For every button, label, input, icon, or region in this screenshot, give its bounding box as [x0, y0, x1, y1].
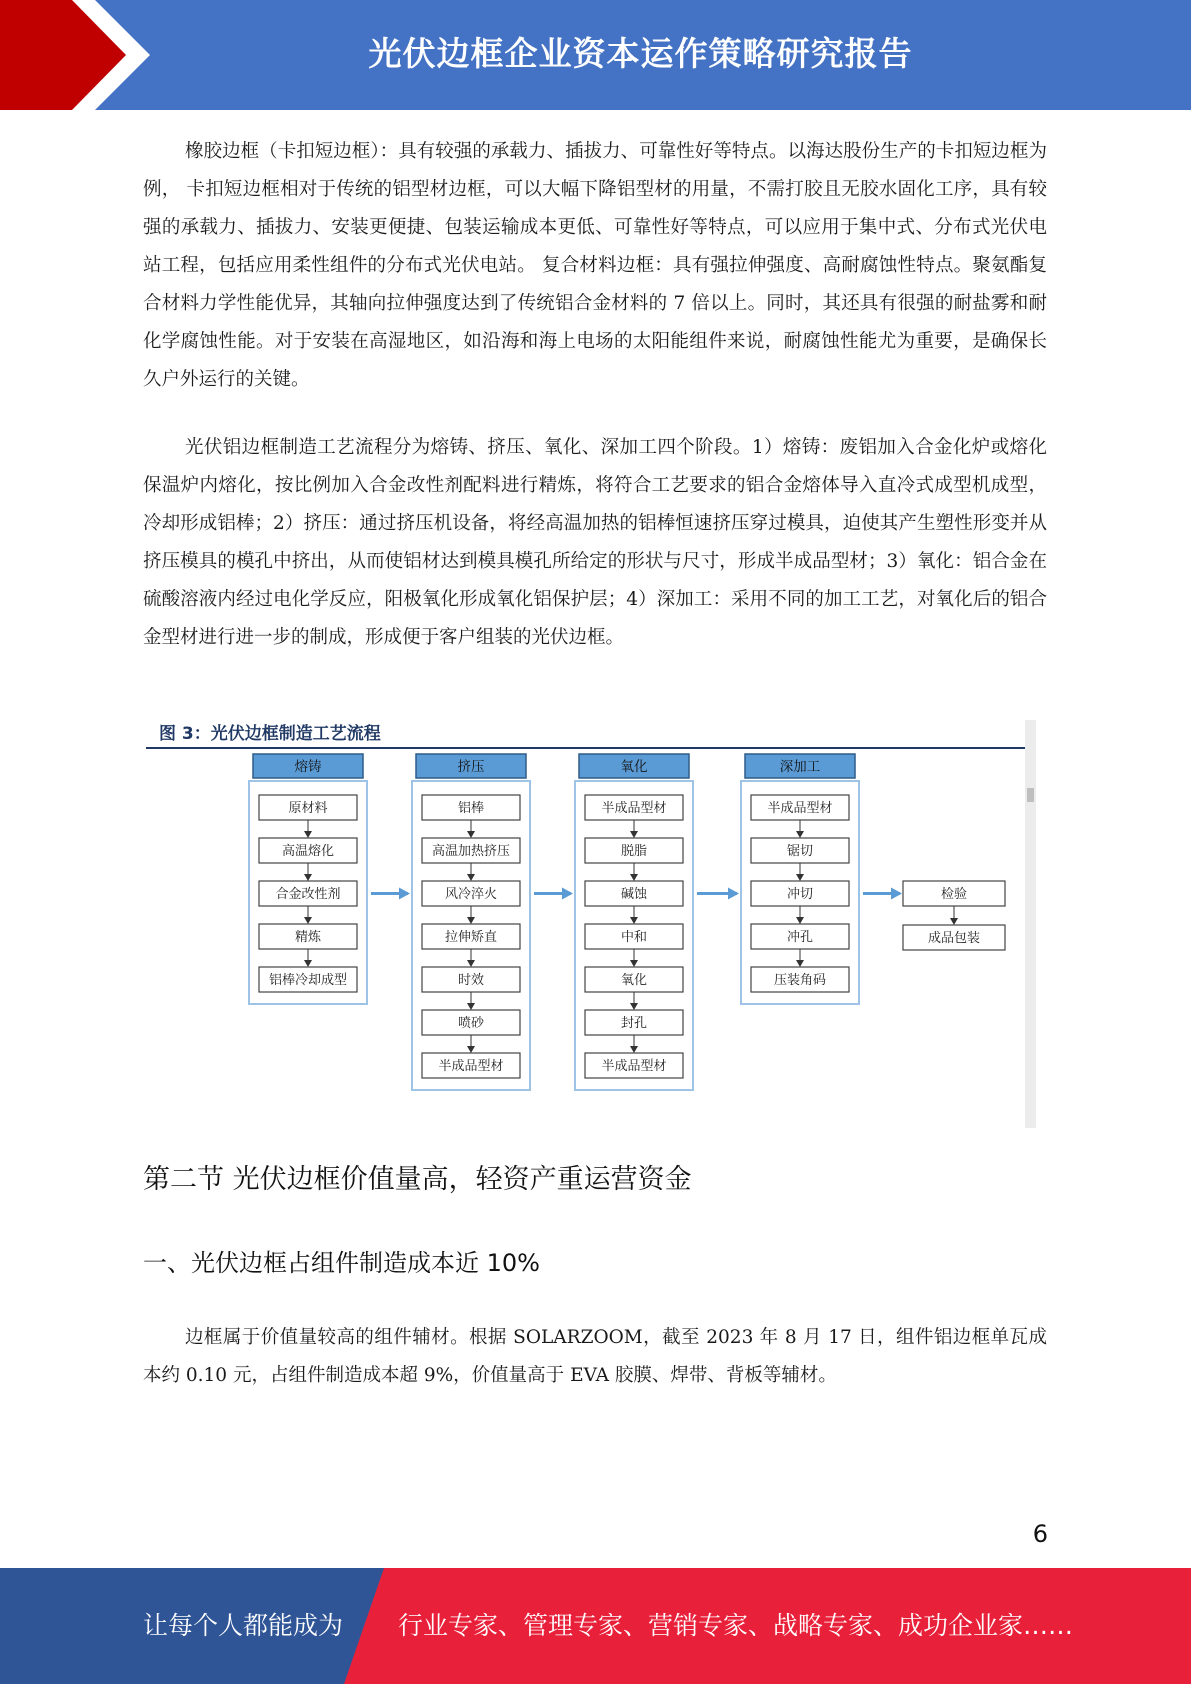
process-step-label: 铝棒冷却成型: [268, 973, 348, 988]
process-step-label: 原材料: [288, 801, 328, 816]
footer-banner: [0, 1568, 1191, 1684]
header-chevron-icon: [0, 0, 160, 110]
page-number: 6: [1032, 1520, 1048, 1548]
header-banner: [0, 0, 1191, 110]
process-step-label: 风冷淬火: [444, 887, 498, 902]
process-step-label: 冲切: [786, 887, 814, 902]
process-step-label: 半成品型材: [601, 1059, 667, 1074]
section-heading: 第二节 光伏边框价值量高，轻资产重运营资金: [143, 1164, 692, 1195]
figure-scrollbar-thumb[interactable]: [1027, 788, 1034, 802]
paragraph-frame-types: 橡胶边框（卡扣短边框）：具有较强的承载力、插拔力、可靠性好等特点。以海达股份生产的卡扣短边框为例， 卡扣短边框相对于传统的铝型材边框，可以大幅下降铝型材的用量，不需打胶且无胶水固化工序，具有较强的承载力、插拔力、安装更便捷、包装运输成本更低、可靠性好等特点，可以应用于集中式、分布式光伏电站工程，包括应用柔性组件的分布式光伏电站。 复合材料边框：具有强拉伸强度、高耐腐蚀性特点。聚氨酯复合材料力学性能优异，其轴向拉伸强度达到了传统铝合金材料的 7 倍以上。同时，其还具有很强的耐盐雾和耐化学腐蚀性能。对于安装在高湿地区，如沿海和海上电场的太阳能组件来说，耐腐蚀性能尤为重要，是确保长久户外运行的关键。: [143, 141, 1047, 390]
process-flow-diagram: [143, 750, 1023, 1128]
final-step-label: 成品包装: [927, 931, 981, 946]
process-step-label: 半成品型材: [601, 801, 667, 816]
figure-caption-rule: [146, 747, 1026, 749]
process-step-label: 半成品型材: [767, 801, 833, 816]
process-step-label: 脱脂: [620, 844, 648, 859]
process-step-label: 封孔: [620, 1016, 648, 1031]
footer-slogan-right: 行业专家、管理专家、营销专家、战略专家、成功企业家……: [398, 1611, 1074, 1640]
process-step-label: 喷砂: [457, 1016, 485, 1031]
process-step-label: 拉伸矫直: [444, 930, 498, 945]
paragraph-cost: 边框属于价值量较高的组件辅材。根据 SOLARZOOM，截至 2023 年 8 月 17 日，组件铝边框单瓦成本约 0.10 元，占组件制造成本超 9%，价值量高于 EVA 胶膜、焊带、背板等辅材。: [143, 1327, 1047, 1386]
process-step-label: 半成品型材: [438, 1059, 504, 1074]
stage-header-label: 挤压: [457, 759, 485, 775]
footer-slogan-left: 让每个人都能成为: [143, 1611, 344, 1640]
process-step-label: 冲孔: [786, 930, 814, 945]
process-step-label: 铝棒: [457, 801, 485, 816]
process-step-label: 时效: [457, 973, 485, 988]
process-step-label: 高温加热挤压: [431, 844, 511, 859]
paragraph-process: 光伏铝边框制造工艺流程分为熔铸、挤压、氧化、深加工四个阶段。1）熔铸：废铝加入合金化炉或熔化保温炉内熔化，按比例加入合金改性剂配料进行精炼，将符合工艺要求的铝合金熔体导入直冷式成型机成型，冷却形成铝棒；2）挤压：通过挤压机设备，将经高温加热的铝棒恒速挤压穿过模具，迫使其产生塑性形变并从挤压模具的模孔中挤出，从而使铝材达到模具模孔所给定的形状与尺寸，形成半成品型材；3）氧化：铝合金在硫酸溶液内经过电化学反应，阳极氧化形成氧化铝保护层；4）深加工：采用不同的加工工艺，对氧化后的铝合金型材进行进一步的制成，形成便于客户组装的光伏边框。: [143, 437, 1047, 648]
process-step-label: 压装角码: [773, 973, 827, 988]
process-step-label: 碱蚀: [620, 887, 648, 902]
process-step-label: 合金改性剂: [275, 887, 341, 902]
figure-caption: 图 3：光伏边框制造工艺流程: [159, 724, 381, 744]
final-step-label: 检验: [940, 887, 968, 902]
sub-heading: 一、光伏边框占组件制造成本近 10%: [143, 1249, 540, 1277]
stage-header-label: 深加工: [779, 759, 821, 775]
process-step-label: 氧化: [620, 973, 648, 988]
figure-process-flow: [143, 720, 1036, 1128]
process-step-label: 高温熔化: [281, 844, 335, 859]
process-step-label: 精炼: [294, 930, 322, 945]
stage-header-label: 氧化: [620, 759, 648, 775]
stage-header-label: 熔铸: [294, 759, 322, 775]
report-title: 光伏边框企业资本运作策略研究报告: [368, 34, 913, 73]
figure-scrollbar[interactable]: [1025, 720, 1036, 1128]
process-step-label: 中和: [620, 930, 648, 945]
process-step-label: 锯切: [786, 844, 814, 859]
